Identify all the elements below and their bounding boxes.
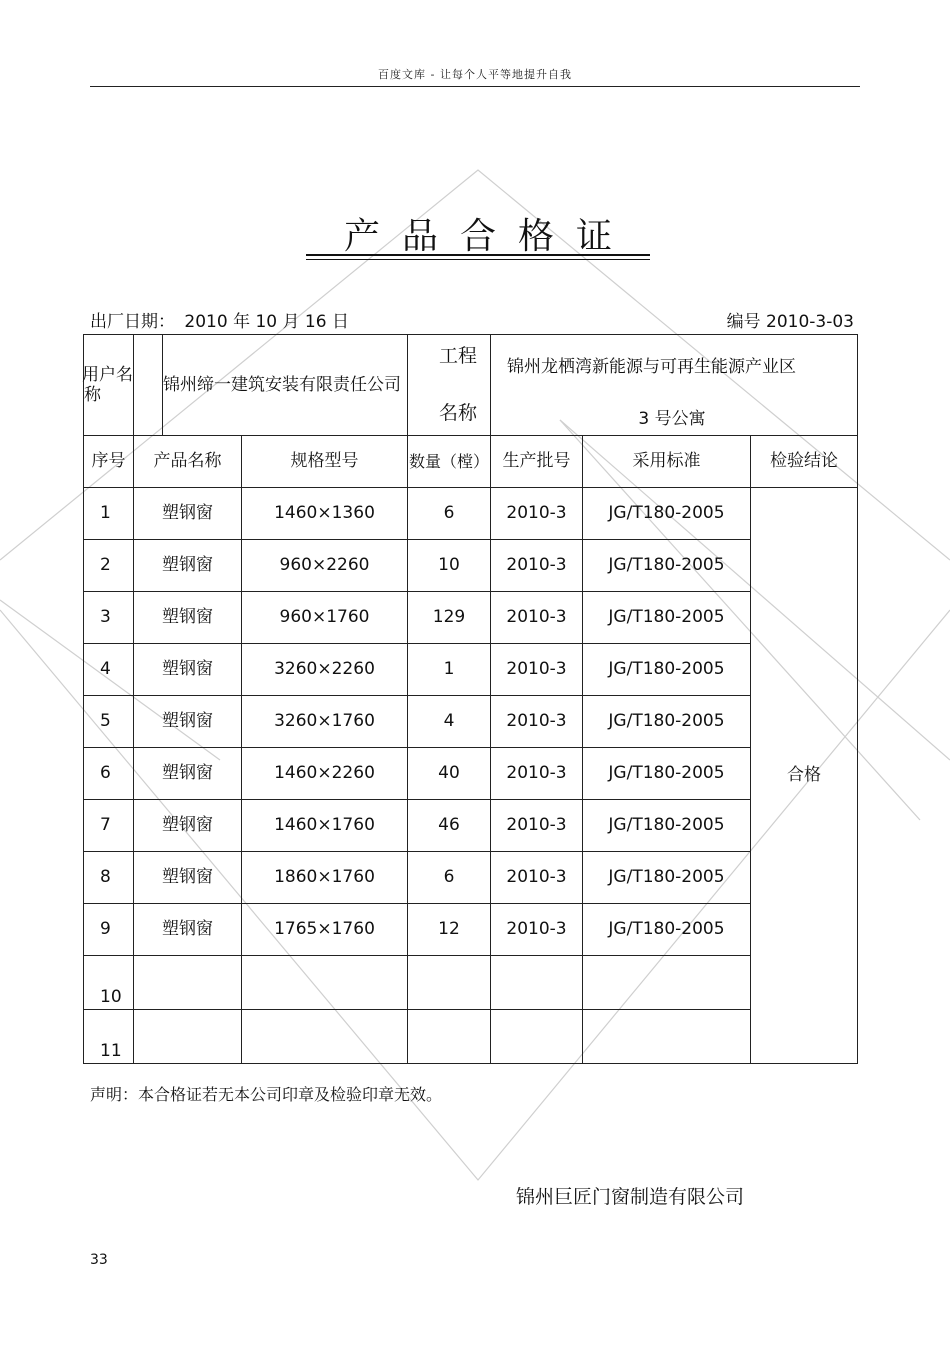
row-spec: 960×1760 xyxy=(242,592,408,644)
page-number: 33 xyxy=(90,1252,108,1268)
row-batch: 2010-3 xyxy=(491,540,583,592)
row-product-name: 塑钢窗 xyxy=(134,540,242,592)
row-seq: 6 xyxy=(84,748,134,800)
row-standard: JG/T180-2005 xyxy=(583,488,751,540)
row-batch: 2010-3 xyxy=(491,592,583,644)
row-spec: 960×2260 xyxy=(242,540,408,592)
row-standard: JG/T180-2005 xyxy=(583,748,751,800)
table-row xyxy=(84,852,858,904)
declaration-text: 声明：本合格证若无本公司印章及检验印章无效。 xyxy=(90,1085,443,1104)
row-batch: 2010-3 xyxy=(491,748,583,800)
row-batch: 2010-3 xyxy=(491,800,583,852)
row-spec: 1765×1760 xyxy=(242,904,408,956)
row-seq: 3 xyxy=(84,592,134,644)
factory-date-value: 2010 年 10 月 16 日 xyxy=(184,312,349,332)
row-batch xyxy=(491,956,583,1010)
row-quantity: 12 xyxy=(408,904,491,956)
row-quantity xyxy=(408,1010,491,1064)
row-quantity: 10 xyxy=(408,540,491,592)
table-row xyxy=(84,800,858,852)
table-row xyxy=(84,488,858,540)
certificate-title: 产品合格证 xyxy=(343,216,634,257)
row-batch: 2010-3 xyxy=(491,644,583,696)
column-header-row xyxy=(84,436,858,488)
table-row xyxy=(84,696,858,748)
header-divider xyxy=(90,86,860,87)
row-spec: 3260×1760 xyxy=(242,696,408,748)
title-underline xyxy=(306,254,650,256)
row-product-name: 塑钢窗 xyxy=(134,696,242,748)
row-quantity: 1 xyxy=(408,644,491,696)
row-standard: JG/T180-2005 xyxy=(583,904,751,956)
factory-date-label: 出厂日期： xyxy=(90,312,175,332)
row-quantity: 6 xyxy=(408,488,491,540)
row-seq: 9 xyxy=(84,904,134,956)
row-product-name: 塑钢窗 xyxy=(134,644,242,696)
row-batch xyxy=(491,1010,583,1064)
project-name-value: 锦州龙栖湾新能源与可再生能源产业区 3 号公寓 xyxy=(491,335,858,436)
row-spec xyxy=(242,956,408,1010)
table-row xyxy=(84,644,858,696)
project-label: 工程 名称 xyxy=(408,335,491,436)
table-row xyxy=(84,748,858,800)
row-seq: 8 xyxy=(84,852,134,904)
row-spec: 3260×2260 xyxy=(242,644,408,696)
row-spec: 1860×1760 xyxy=(242,852,408,904)
row-batch: 2010-3 xyxy=(491,904,583,956)
table-row xyxy=(84,540,858,592)
row-standard: JG/T180-2005 xyxy=(583,644,751,696)
row-spec xyxy=(242,1010,408,1064)
serial-number xyxy=(727,307,854,332)
inspection-conclusion: 合格 xyxy=(751,488,858,1064)
row-standard xyxy=(583,956,751,1010)
user-name-value: 锦州缔一建筑安装有限责任公司 xyxy=(134,335,408,436)
row-product-name: 塑钢窗 xyxy=(134,800,242,852)
col-spec: 规格型号 xyxy=(242,436,408,488)
row-spec: 1460×1360 xyxy=(242,488,408,540)
row-quantity: 46 xyxy=(408,800,491,852)
row-batch: 2010-3 xyxy=(491,488,583,540)
row-quantity xyxy=(408,956,491,1010)
row-seq: 7 xyxy=(84,800,134,852)
serial-value: 2010-3-03 xyxy=(766,312,854,332)
row-standard: JG/T180-2005 xyxy=(583,696,751,748)
col-standard: 采用标准 xyxy=(583,436,751,488)
row-spec: 1460×2260 xyxy=(242,748,408,800)
col-seq: 序号 xyxy=(84,436,134,488)
row-standard: JG/T180-2005 xyxy=(583,852,751,904)
table-row xyxy=(84,592,858,644)
row-batch: 2010-3 xyxy=(491,696,583,748)
row-seq: 2 xyxy=(84,540,134,592)
col-product-name: 产品名称 xyxy=(134,436,242,488)
row-batch: 2010-3 xyxy=(491,852,583,904)
row-quantity: 129 xyxy=(408,592,491,644)
company-name: 锦州巨匠门窗制造有限公司 xyxy=(516,1186,745,1208)
row-product-name: 塑钢窗 xyxy=(134,904,242,956)
row-product-name: 塑钢窗 xyxy=(134,852,242,904)
user-name-label: 用户名称 xyxy=(84,335,134,436)
row-quantity: 6 xyxy=(408,852,491,904)
row-product-name: 塑钢窗 xyxy=(134,488,242,540)
row-standard xyxy=(583,1010,751,1064)
table-row xyxy=(84,1010,858,1064)
row-product-name: 塑钢窗 xyxy=(134,592,242,644)
row-seq: 10 xyxy=(84,956,134,1010)
col-quantity: 数量（樘） xyxy=(408,436,491,488)
table-row xyxy=(84,904,858,956)
row-standard: JG/T180-2005 xyxy=(583,540,751,592)
row-seq: 1 xyxy=(84,488,134,540)
col-conclusion: 检验结论 xyxy=(751,436,858,488)
title-underline-thin xyxy=(306,259,650,260)
row-quantity: 4 xyxy=(408,696,491,748)
serial-label: 编号 xyxy=(726,312,761,332)
row-product-name: 塑钢窗 xyxy=(134,748,242,800)
col-batch: 生产批号 xyxy=(491,436,583,488)
factory-date xyxy=(90,307,353,332)
certificate-table xyxy=(83,334,858,1064)
row-product-name xyxy=(134,956,242,1010)
table-row xyxy=(84,956,858,1010)
row-seq: 4 xyxy=(84,644,134,696)
page-header: 百度文库 - 让每个人平等地提升自我 xyxy=(378,68,572,81)
row-standard: JG/T180-2005 xyxy=(583,800,751,852)
row-seq: 11 xyxy=(84,1010,134,1064)
row-spec: 1460×1760 xyxy=(242,800,408,852)
row-seq: 5 xyxy=(84,696,134,748)
row-standard: JG/T180-2005 xyxy=(583,592,751,644)
row-product-name xyxy=(134,1010,242,1064)
row-quantity: 40 xyxy=(408,748,491,800)
